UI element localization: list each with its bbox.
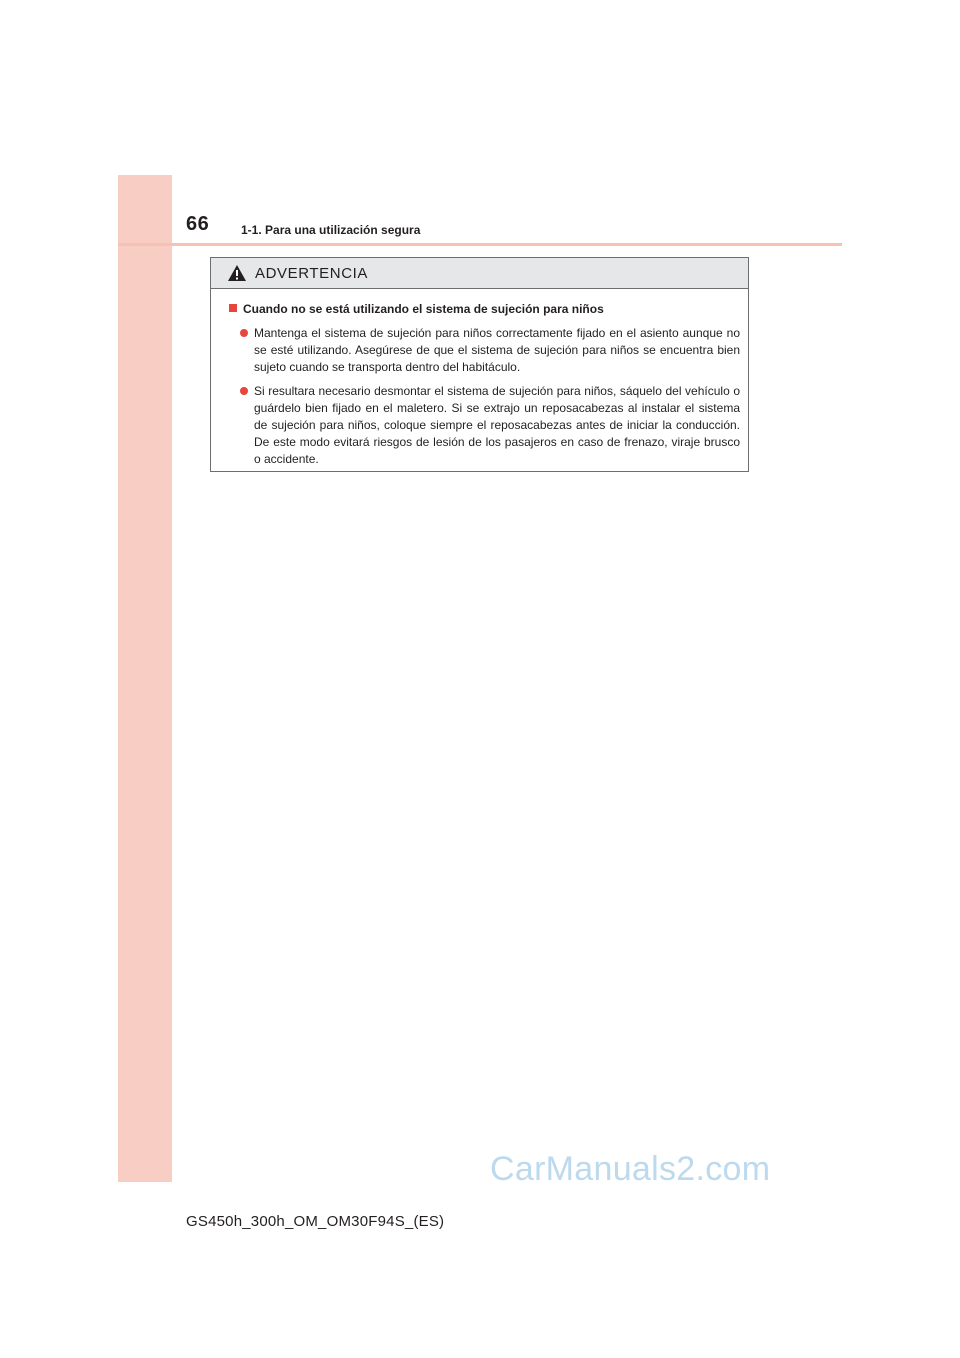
warning-item xyxy=(240,383,740,468)
header-rule xyxy=(118,243,842,246)
warning-title: ADVERTENCIA xyxy=(255,264,369,282)
warning-subheading-text: Cuando no se está utilizando el sistema de sujeción para niños xyxy=(243,302,604,316)
page-number: 66 xyxy=(186,213,210,235)
warning-item-text: Mantenga el sistema de sujeción para niños correctamente fijado en el asiento aunque no se esté utilizando. Asegúrese de que el sistema de sujeción para niños se encuentra bien sujeto cuando se transporta dentro del habitáculo. xyxy=(254,326,740,374)
square-bullet-icon xyxy=(229,304,237,312)
side-color-band xyxy=(118,175,172,1182)
manual-code: GS450h_300h_OM_OM30F94S_(ES) xyxy=(186,1213,445,1230)
warning-subheading xyxy=(229,301,740,318)
section-title: 1-1. Para una utilización segura xyxy=(241,223,421,237)
warning-triangle-icon xyxy=(227,264,247,282)
warning-box xyxy=(210,257,749,472)
watermark-logo: CarManuals2.com xyxy=(490,1150,771,1188)
site-watermark: carmanualsonline.info xyxy=(708,1343,806,1354)
warning-header xyxy=(211,258,748,289)
warning-item-text: Si resultara necesario desmontar el sistema de sujeción para niños, sáquelo del vehículo o guárdelo bien fijado en el maletero. Si se extrajo un reposacabezas al instalar el sistema de sujeción para niños, coloque siempre el reposacabezas antes de iniciar la conducción. De este modo evitará riesgos de lesión de los pasajeros en caso de frenazo, viraje brusco o accidente. xyxy=(254,384,740,466)
warning-item xyxy=(240,325,740,376)
dot-bullet-icon xyxy=(240,387,248,395)
warning-body xyxy=(211,289,748,468)
dot-bullet-icon xyxy=(240,329,248,337)
